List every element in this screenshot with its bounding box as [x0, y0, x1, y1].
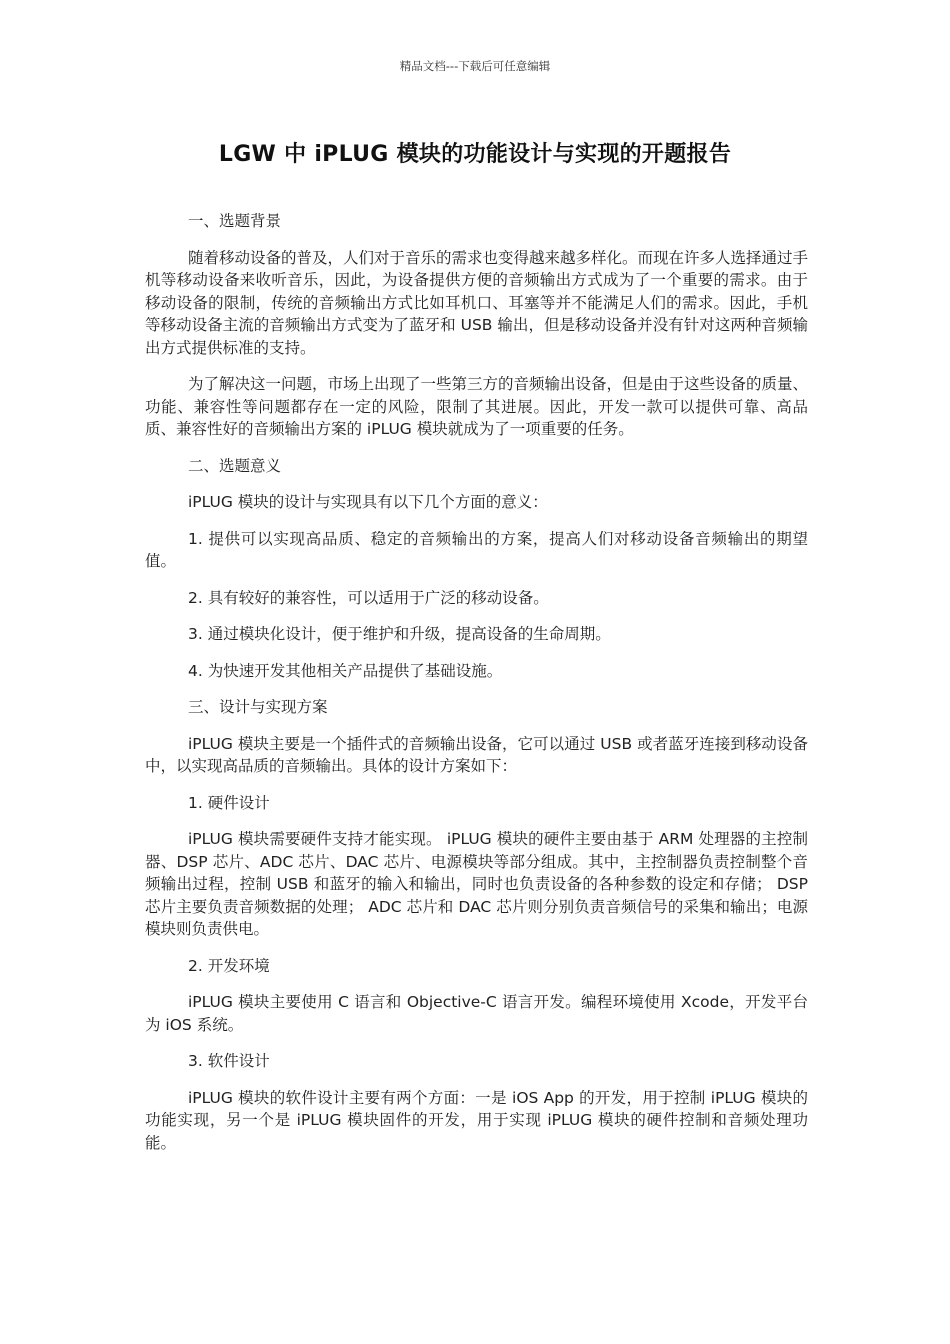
paragraph-significance-intro: iPLUG 模块的设计与实现具有以下几个方面的意义：: [188, 493, 548, 511]
section-heading-design: 三、设计与实现方案: [188, 698, 328, 716]
document-body: [145, 210, 808, 1168]
paragraph-software: iPLUG 模块的软件设计主要有两个方面：一是 iOS App 的开发，用于控制 iPLUG 模块的功能实现，另一个是 iPLUG 模块固件的开发，用于实现 iPLUG 模块的硬件控制和音频处理功能。: [145, 1088, 808, 1152]
document-title: LGW 中 iPLUG 模块的功能设计与实现的开题报告: [218, 142, 732, 167]
paragraph-hardware: iPLUG 模块需要硬件支持才能实现。 iPLUG 模块的硬件主要由基于 ARM 处理器的主控制器、DSP 芯片、ADC 芯片、DAC 芯片、电源模块等部分组成。其中，主控制器负责控制整个音频输出过程，控制 USB 和蓝牙的输入和输出，同时也负责设备的各种参数的设定和存储； DSP 芯片主要负责音频数据的处理； ADC 芯片和 DAC 芯片则分别负责音频信号的采集和输出；电源模块则负责供电。: [145, 830, 808, 938]
subheading-hardware: 1. 硬件设计: [188, 793, 270, 812]
list-item-significance-1: 1. 提供可以实现高品质、稳定的音频输出的方案，提高人们对移动设备音频输出的期望值。: [145, 529, 808, 570]
paragraph-design-intro: iPLUG 模块主要是一个插件式的音频输出设备，它可以通过 USB 或者蓝牙连接到移动设备中，以实现高品质的音频输出。具体的设计方案如下：: [145, 734, 808, 775]
subheading-environment: 2. 开发环境: [188, 956, 270, 975]
paragraph-background-2: 为了解决这一问题，市场上出现了一些第三方的音频输出设备，但是由于这些设备的质量、功能、兼容性等问题都存在一定的风险，限制了其进展。因此，开发一款可以提供可靠、高品质、兼容性好的音频输出方案的 iPLUG 模块就成为了一项重要的任务。: [145, 375, 809, 438]
list-item-significance-4: 4. 为快速开发其他相关产品提供了基础设施。: [188, 661, 503, 680]
section-heading-significance: 二、选题意义: [188, 456, 282, 475]
list-item-significance-3: 3. 通过模块化设计，便于维护和升级，提高设备的生命周期。: [188, 625, 611, 643]
subheading-software: 3. 软件设计: [188, 1052, 270, 1070]
header-note: 精品文档---下载后可任意编辑: [399, 59, 551, 73]
paragraph-background-1: 随着移动设备的普及，人们对于音乐的需求也变得越来越多样化。而现在许多人选择通过手机等移动设备来收听音乐，因此，为设备提供方便的音频输出方式成为了一个重要的需求。由于移动设备的限制，传统的音频输出方式比如耳机口、耳塞等并不能满足人们的需求。因此，手机等移动设备主流的音频输出方式变为了蓝牙和 USB 输出，但是移动设备并没有针对这两种音频输出方式提供标准的支持。: [145, 248, 809, 357]
list-item-significance-2: 2. 具有较好的兼容性，可以适用于广泛的移动设备。: [188, 588, 549, 607]
paragraph-environment: iPLUG 模块主要使用 C 语言和 Objective-C 语言开发。编程环境使用 Xcode，开发平台为 iOS 系统。: [145, 993, 808, 1034]
section-heading-background: 一、选题背景: [188, 212, 282, 230]
